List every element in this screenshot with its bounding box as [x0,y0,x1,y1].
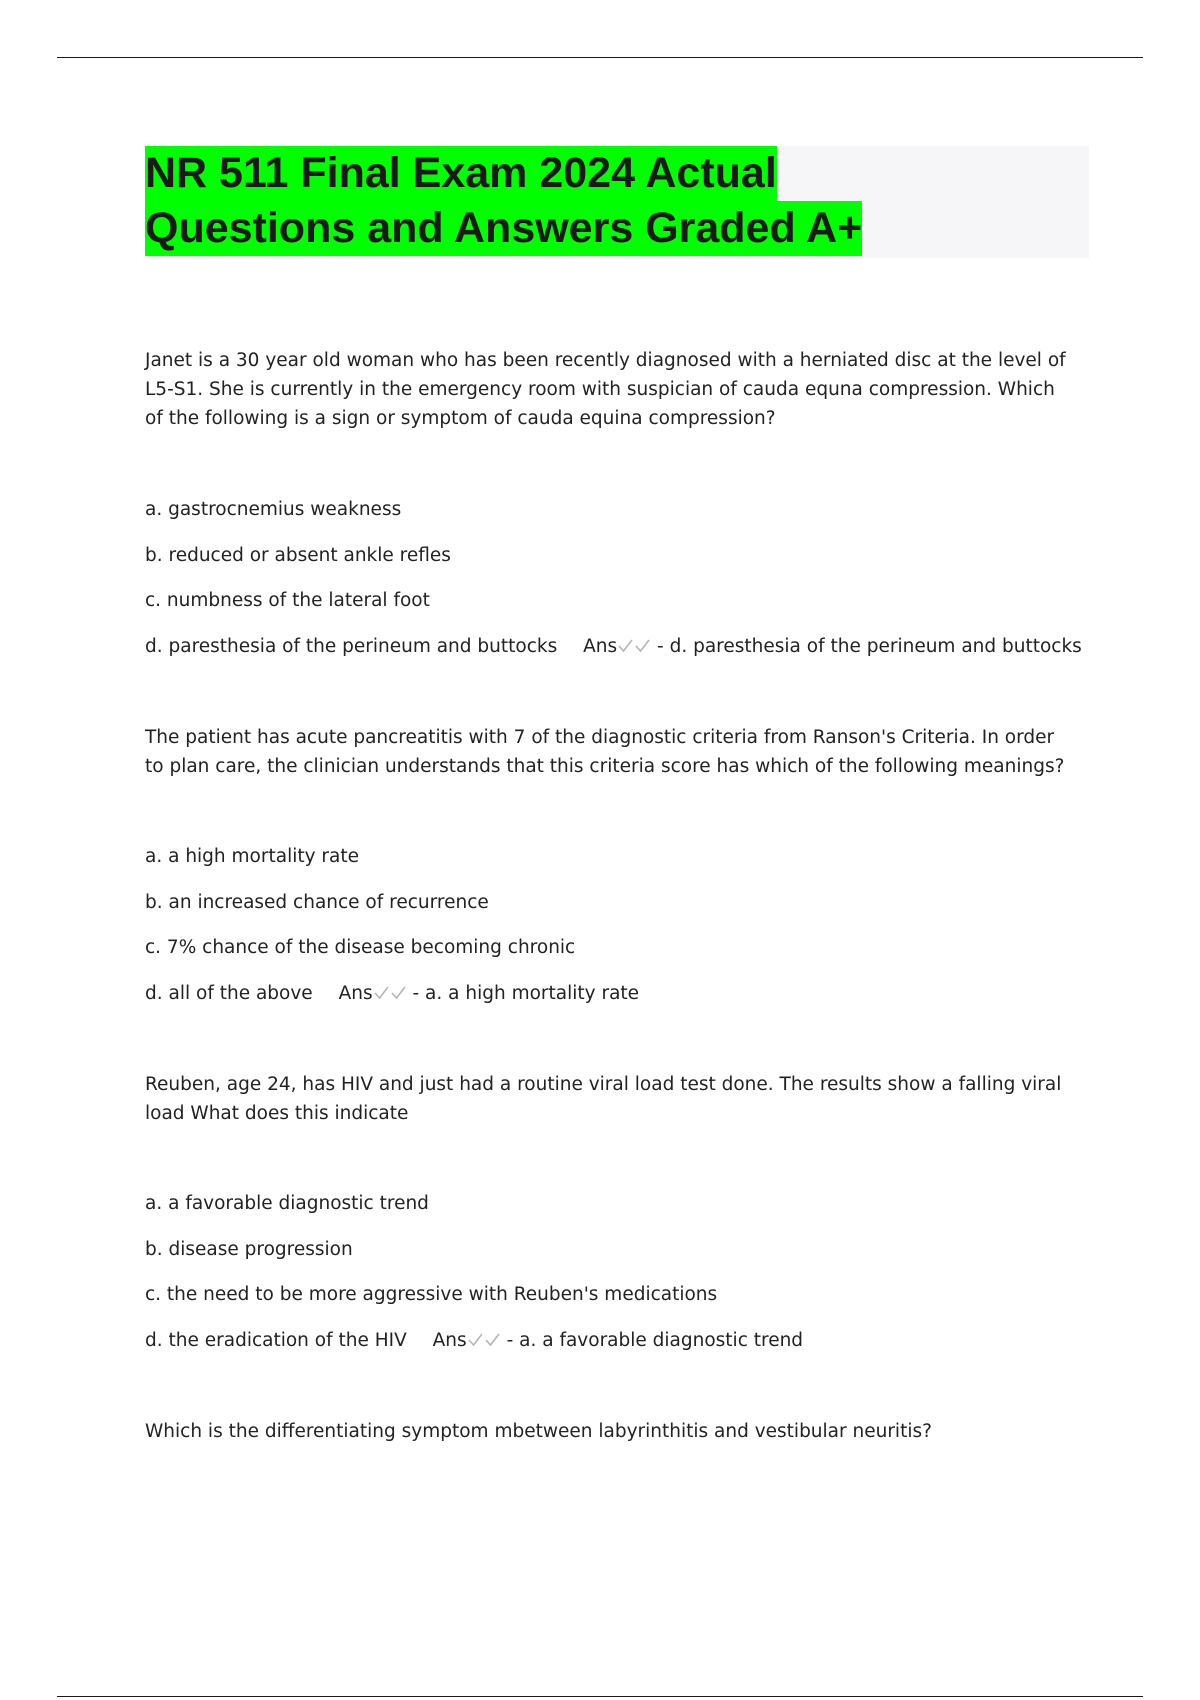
question-3-ans-label: Ans [432,1330,467,1351]
title-line-2: Questions and Answers Graded A+ [145,201,862,256]
question-2-option-a: a. a high mortality rate [145,846,360,867]
question-3-text: Reuben, age 24, has HIV and just had a routine viral load test done. The results show a falling viral load What does this indicate [145,1074,1062,1124]
question-3-option-d: d. the eradication of the HIV [145,1330,407,1351]
question-3-option-a: a. a favorable diagnostic trend [145,1193,429,1214]
question-2-text: The patient has acute pancreatitis with 7 of the diagnostic criteria from Ranson's Criteria. In order to plan care, the clinician understands that this criteria score has which of the following meanings? [145,727,1065,777]
check-icon [617,637,634,654]
question-1-option-c: c. numbness of the lateral foot [145,590,430,611]
question-1-option-b: b. reduced or absent ankle refles [145,545,451,566]
question-2-ans-label: Ans [338,983,373,1004]
question-3-option-d-row [145,1326,803,1355]
document-title [145,146,862,256]
check-icon [390,984,407,1001]
question-3-answer: - a. a favorable diagnostic trend [506,1330,804,1351]
question-1-text: Janet is a 30 year old woman who has been recently diagnosed with a herniated disc at the level of L5-S1. She is currently in the emergency room with suspician of cauda equna compression. Which of the following is a sign or symptom of cauda equina compression? [145,350,1066,429]
question-2-answer: - a. a high mortality rate [412,983,640,1004]
check-icon [484,1331,501,1348]
question-2-option-d-row [145,979,639,1008]
question-3-option-c: c. the need to be more aggressive with Reuben's medications [145,1284,718,1305]
check-icon [373,984,390,1001]
check-icon [634,637,651,654]
check-icon [467,1331,484,1348]
question-1-option-d-row [145,632,1082,661]
question-3-option-b: b. disease progression [145,1239,353,1260]
title-line-1: NR 511 Final Exam 2024 Actual [145,146,777,201]
question-1-ans-label: Ans [583,636,618,657]
top-rule [57,57,1143,58]
question-1-answer: - d. paresthesia of the perineum and buttocks [657,636,1082,657]
bottom-rule [57,1696,1143,1697]
question-2-option-b: b. an increased chance of recurrence [145,892,489,913]
question-2-option-d: d. all of the above [145,983,313,1004]
question-2-option-c: c. 7% chance of the disease becoming chronic [145,937,576,958]
question-1-option-a: a. gastrocnemius weakness [145,499,402,520]
question-1-option-d: d. paresthesia of the perineum and buttocks [145,636,558,657]
question-4-text: Which is the differentiating symptom mbetween labyrinthitis and vestibular neuritis? [145,1421,932,1442]
